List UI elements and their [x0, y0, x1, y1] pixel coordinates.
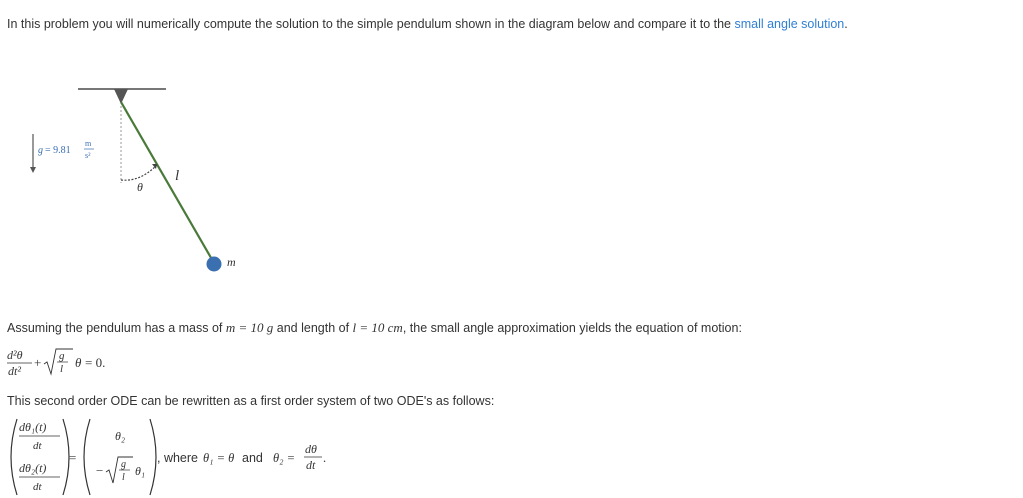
pendulum-bob	[207, 257, 222, 272]
assumption-paragraph	[7, 320, 742, 336]
pivot-icon	[114, 89, 128, 104]
gravity-value-label: = 9.81	[45, 145, 71, 156]
system-l2-numerator: dθ₂(t)	[19, 461, 47, 475]
assume-pre: Assuming the pendulum has a mass of	[7, 321, 226, 335]
intro-end: .	[844, 17, 848, 31]
gravity-g-label: g	[38, 145, 43, 156]
where-numerator: dθ	[305, 442, 317, 456]
system-l1-numerator: dθ₁(t)	[19, 420, 47, 434]
system-r2-sqrt-numerator: g	[121, 459, 126, 470]
eq1-sqrt-numerator: g	[59, 350, 65, 362]
eq1-sqrt-denominator: l	[60, 363, 64, 375]
ode-system	[5, 416, 345, 498]
mass-expression: m = 10 g	[225, 320, 274, 335]
length-label: l	[175, 168, 180, 184]
eq1-plus: +	[34, 355, 42, 370]
angle-arc	[121, 165, 157, 180]
system-equals: =	[69, 450, 77, 465]
where-theta1: θ₁ = θ	[203, 451, 235, 465]
where-end: .	[323, 451, 327, 465]
where-and: and	[242, 451, 263, 465]
system-r1: θ₂	[115, 429, 126, 443]
where-denominator: dt	[306, 458, 316, 472]
system-r2-minus: −	[96, 463, 104, 478]
angle-label: θ	[137, 180, 143, 194]
intro-paragraph	[7, 17, 848, 31]
eq1-rest: = 0.	[85, 355, 106, 370]
second-order-paragraph: This second order ODE can be rewritten as a first order system of two ODE's as follows:	[7, 394, 495, 408]
mass-label: m	[227, 255, 236, 269]
equation-of-motion	[5, 344, 165, 384]
assume-mid: and length of	[273, 321, 353, 335]
length-expression: l = 10 cm	[352, 320, 403, 335]
gravity-unit-denominator: s²	[85, 151, 91, 160]
system-l2-denominator: dt	[33, 481, 42, 493]
intro-text: In this problem you will numerically compute the solution to the simple pendulum shown in the diagram below and compare it to the	[7, 17, 735, 31]
system-r2-sqrt-denominator: l	[122, 472, 125, 483]
pendulum-diagram	[0, 80, 300, 280]
eq1-theta: θ	[75, 355, 82, 370]
gravity-arrow-icon	[30, 167, 36, 173]
pendulum-rod	[121, 102, 214, 263]
right-vector-close-paren	[150, 419, 156, 495]
assume-post: , the small angle approximation yields the equation of motion:	[402, 321, 742, 335]
eq1-numerator: d²θ	[7, 348, 23, 362]
gravity-unit-numerator: m	[85, 139, 92, 148]
eq1-denominator: dt²	[8, 364, 21, 378]
where-theta2: θ₂ =	[273, 451, 296, 465]
system-l1-denominator: dt	[33, 440, 42, 452]
left-vector-open-paren	[11, 419, 17, 495]
where-pre: , where	[157, 451, 198, 465]
small-angle-solution-link[interactable]: small angle solution	[734, 17, 845, 31]
system-r2-theta: θ₁	[135, 464, 146, 478]
right-vector-open-paren	[84, 419, 90, 495]
